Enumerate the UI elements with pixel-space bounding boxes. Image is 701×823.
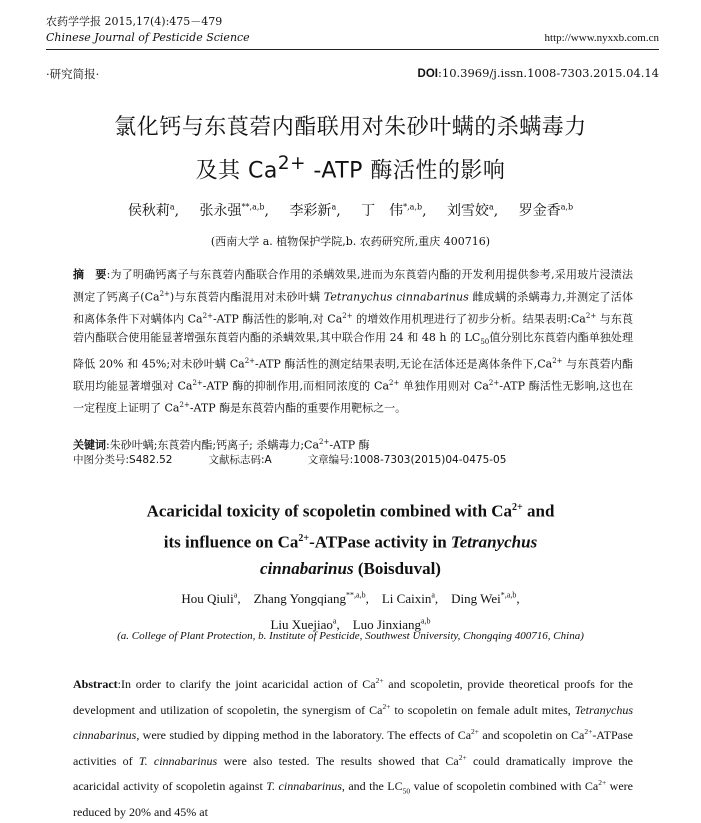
journal-citation: 农药学学报 2015,17(4):475－479	[46, 15, 223, 28]
sup: 2+	[584, 727, 593, 736]
abstract-cn-text: -ATP 酶活性的影响,对 Ca	[212, 312, 343, 326]
title-cn-line-1: 氯化钙与东莨菪内酯联用对朱砂叶螨的杀螨毒力	[114, 115, 587, 140]
sup: 2+	[179, 400, 190, 409]
sup: 2+	[159, 289, 170, 298]
section-label: ·研究简报·	[46, 67, 100, 81]
journal-url[interactable]: http://www.nyxxb.com.cn	[544, 32, 659, 44]
author: Li Caixin$^a$,	[381, 591, 439, 607]
journal-name-en: Chinese Journal of Pesticide Science	[46, 31, 250, 44]
author: 李彩新$^a$,	[289, 202, 341, 219]
abstract-cn-label: 摘 要	[73, 268, 107, 281]
author: Liu Xuejiao$^a$,	[270, 616, 340, 632]
abstract-cn-text: 与东莨菪内酯联合使用能显著增强东莨菪内酯的杀螨效果,其中联合作用 24 和 48 h 的 LC	[73, 312, 633, 344]
abstract-en-label: Abstract	[73, 677, 118, 691]
author-name: Hou Qiuli	[181, 591, 234, 607]
article-number: 文章编号:1008-7303(2015)04-0475-05	[307, 454, 507, 466]
author-affil: a	[169, 202, 175, 212]
sup: 2+	[298, 532, 310, 544]
title-en-text: -ATPase activity in	[309, 532, 451, 552]
sup: 2+	[382, 701, 391, 711]
author-name: 丁 伟	[361, 203, 404, 219]
author-affil: *,a,b	[403, 202, 423, 212]
sup: 2+	[488, 378, 500, 387]
doi[interactable]	[418, 66, 659, 82]
sup: 2+	[389, 378, 400, 387]
author: 侯秋莉$^a$,	[127, 202, 180, 219]
author-affil: a,b	[420, 616, 431, 626]
species-name: cinnabarinus	[260, 559, 354, 579]
author-name: Zhang Yongqiang	[253, 591, 347, 607]
title-en-text: (Boisduval)	[357, 559, 441, 579]
title-en-text: and	[522, 501, 555, 521]
species-name: T. cinnabarinus	[266, 779, 342, 793]
author-affil: a	[431, 591, 435, 600]
sup: 2+	[202, 311, 213, 320]
sup: 2+	[512, 502, 523, 513]
abstract-en-text: , were studied by dipping method in the laboratory. The effects of Ca	[136, 728, 472, 742]
title-english	[0, 494, 701, 582]
title-cn-sup: 2+	[277, 153, 306, 174]
sup: 2+	[342, 311, 353, 320]
abstract-cn-text: 单独作用则对 Ca	[399, 379, 489, 393]
authors-english	[0, 585, 701, 636]
author: Hou Qiuli$^a$,	[181, 591, 241, 607]
keywords-text: :朱砂叶螨;东莨菪内酯;钙离子; 杀螨毒力;Ca	[106, 438, 320, 452]
author-affil: a	[332, 616, 337, 626]
abstract-en-text: to scopoletin on female adult mites,	[390, 702, 575, 717]
sup: 2+	[244, 356, 256, 365]
species-name: Tetranychus	[450, 532, 538, 552]
author-affil: a	[489, 202, 494, 212]
abstract-chinese	[73, 266, 633, 418]
sub: 50	[402, 786, 411, 796]
abstract-en-text: -ATPase activities of	[73, 728, 633, 768]
abstract-cn-text: -ATP 酶是东莨菪内酯的重要作用靶标之一。	[189, 401, 407, 415]
title-cn-line-2	[0, 146, 701, 189]
affiliation-english: (a. College of Plant Protection, b. Institute of Pesticide, Southwest University, Chongqing 400716, China)	[117, 630, 584, 642]
author-name: 张永强	[199, 203, 242, 219]
abstract-english	[73, 670, 633, 823]
author-name: Liu Xuejiao	[270, 616, 333, 632]
author: 刘雪姣$^a$,	[447, 202, 499, 219]
author	[519, 203, 573, 219]
sub: 50	[480, 338, 490, 346]
authors-en-line-1	[0, 585, 701, 610]
abstract-cn-text: -ATP 酶活性的测定结果表明,无论在活体还是离体条件下,Ca	[255, 357, 553, 371]
title-en-line-1	[0, 494, 701, 525]
abstract-en-text: could dramatically improve the acaricidal activity of scopoletin against	[73, 753, 634, 793]
title-en-text: its influence on Ca	[163, 532, 299, 552]
author-name: 罗金香	[518, 203, 561, 219]
header-rule	[46, 49, 659, 50]
author-affil: a	[233, 591, 238, 600]
affiliation-chinese: (西南大学 a. 植物保护学院,b. 农药研究所,重庆 400716)	[210, 235, 491, 248]
title-cn-text: -ATP 酶活性的影响	[305, 158, 506, 184]
species-name: T. cinnabarinus	[138, 753, 218, 768]
author: 张永强$^{**,a,b}$,	[199, 202, 269, 219]
author: 丁 伟$^{*,a,b}$,	[361, 202, 427, 219]
doi-value: :10.3969/j.issn.1008-7303.2015.04.14	[438, 66, 659, 80]
abstract-cn-text: 的增效作用机理进行了初步分析。结果表明:Ca	[352, 312, 586, 326]
abstract-en-text: were reduced by 20% and 45% at	[73, 779, 633, 819]
sup: 2+	[192, 378, 203, 387]
author-affil: *,a,b	[500, 591, 517, 600]
sup: 2+	[319, 438, 330, 446]
author-name: 刘雪姣	[447, 203, 490, 219]
clc-number: 中图分类号:S482.52	[73, 454, 173, 466]
doi-label: DOI	[417, 68, 438, 80]
document-code: 文献标志码:A	[208, 454, 272, 466]
title-en-text: Acaricidal toxicity of scopoletin combined with Ca	[146, 501, 513, 521]
abstract-en-text: , and the LC	[341, 779, 403, 793]
abstract-cn-text: 与东莨菪内酯联用均能显著增强对 Ca	[73, 357, 633, 393]
title-chinese	[0, 110, 701, 189]
running-header	[46, 14, 659, 46]
author-name: Luo Jinxiang	[352, 616, 421, 632]
abstract-cn-text: 值分别比东莨菪内酯单独处理降低 20% 和 45%;对未砂叶螨 Ca	[73, 330, 633, 371]
sup: 2+	[375, 676, 384, 685]
abstract-en-text: were also tested. The results showed that Ca	[217, 753, 459, 768]
classification-line	[73, 452, 633, 467]
author-affil: a	[331, 202, 337, 212]
author: Zhang Yongqiang$^{**,a,b}$,	[253, 591, 369, 607]
abstract-cn-text: -ATP 酶活性无影响,这也在一定程度上证明了 Ca	[73, 379, 634, 415]
keywords-text: -ATP 酶	[329, 438, 370, 452]
author-affil: a,b	[560, 202, 574, 212]
species-name: Tetranychus cinnabarinus	[323, 290, 469, 304]
abstract-cn-text: :为了明确钙离子与东莨菪内酯联合作用的杀螨效果,进而为东莨菪内酯的开发利用提供参考,采用玻片浸渍法测定了钙离子(Ca	[73, 268, 633, 304]
species-name: Tetranychus cinnabarinus	[73, 702, 633, 742]
title-cn-text: 及其 Ca	[195, 158, 278, 184]
abstract-en-text: value of scopoletin combined with Ca	[410, 779, 599, 793]
abstract-en-text: :In order to clarify the joint acaricidal action of Ca	[117, 677, 376, 691]
authors-chinese	[0, 200, 701, 220]
title-en-line-3	[0, 555, 701, 582]
author-affil: **,a,b	[346, 591, 366, 600]
sup: 2+	[598, 778, 607, 787]
sup: 2+	[552, 356, 563, 365]
article-meta	[46, 66, 659, 82]
keywords-label: 关键词	[73, 438, 106, 452]
abstract-cn-text: -ATP 酶的抑制作用,而相同浓度的 Ca	[202, 379, 390, 393]
abstract-en-text: and scopoletin on Ca	[479, 728, 585, 742]
abstract-cn-text: 雌成螨的杀螨毒力,并测定了活体和离体条件下对螨体内 Ca	[73, 290, 633, 326]
abstract-en-text: and scopoletin, provide theoretical proofs for the development and utilization of scopoletin, the synergism of Ca	[73, 677, 633, 717]
author-affil: **,a,b	[241, 202, 265, 212]
author-name: Ding Wei	[451, 591, 501, 607]
sup: 2+	[585, 311, 597, 320]
abstract-cn-text: )与东莨菪内酯混用对未砂叶螨	[169, 290, 324, 304]
author-name: 李彩新	[289, 203, 332, 219]
author-name: 侯秋莉	[127, 203, 170, 219]
sup: 2+	[471, 727, 480, 736]
author: Ding Wei$^{*,a,b}$,	[451, 591, 520, 607]
sup: 2+	[458, 752, 467, 762]
title-en-line-2	[0, 525, 701, 556]
author-name: Li Caixin	[381, 591, 432, 607]
